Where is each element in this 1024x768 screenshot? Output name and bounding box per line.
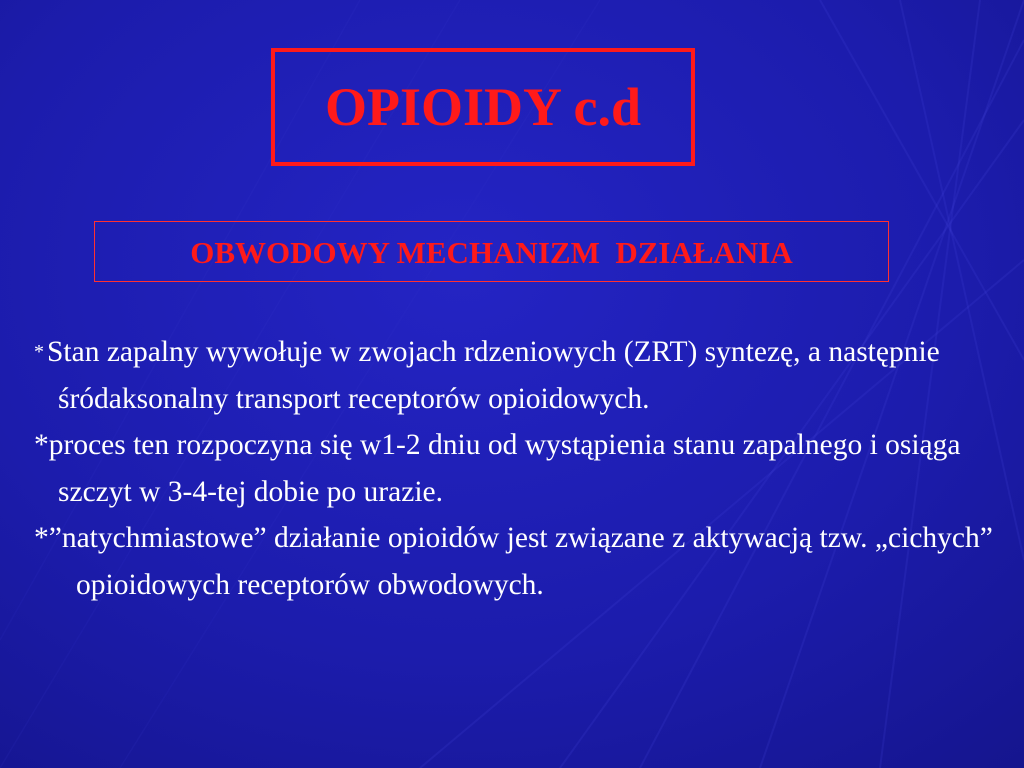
bullet-marker: * (34, 429, 49, 461)
bullet-text: proces ten rozpoczyna się w1-2 dniu od wystąpienia stanu zapalnego i osiąga szczyt w 3-4-tej dobie po urazie. (48, 429, 961, 508)
bullet-text: Stan zapalny wywołuje w zwojach rdzeniowych (ZRT) syntezę, a następnie śródaksonalny transport receptorów opioidowych. (47, 336, 940, 415)
bullet-text: ”natychmiastowe” działanie opioidów jest związane z aktywacją tzw. „cichych” opioidowych receptorów obwodowych. (48, 522, 993, 601)
bullet-item (34, 515, 1009, 608)
bullet-item (34, 329, 1009, 422)
slide-title: OPIOIDY c.d (324, 77, 641, 137)
bullet-marker: * (34, 522, 49, 554)
bullet-marker: * (34, 341, 44, 363)
bullet-list (34, 329, 1009, 608)
subtitle-frame (94, 221, 889, 282)
bullet-item (34, 422, 1009, 515)
title-frame (271, 48, 695, 166)
slide-subtitle: OBWODOWY MECHANIZM DZIAŁANIA (190, 235, 793, 270)
